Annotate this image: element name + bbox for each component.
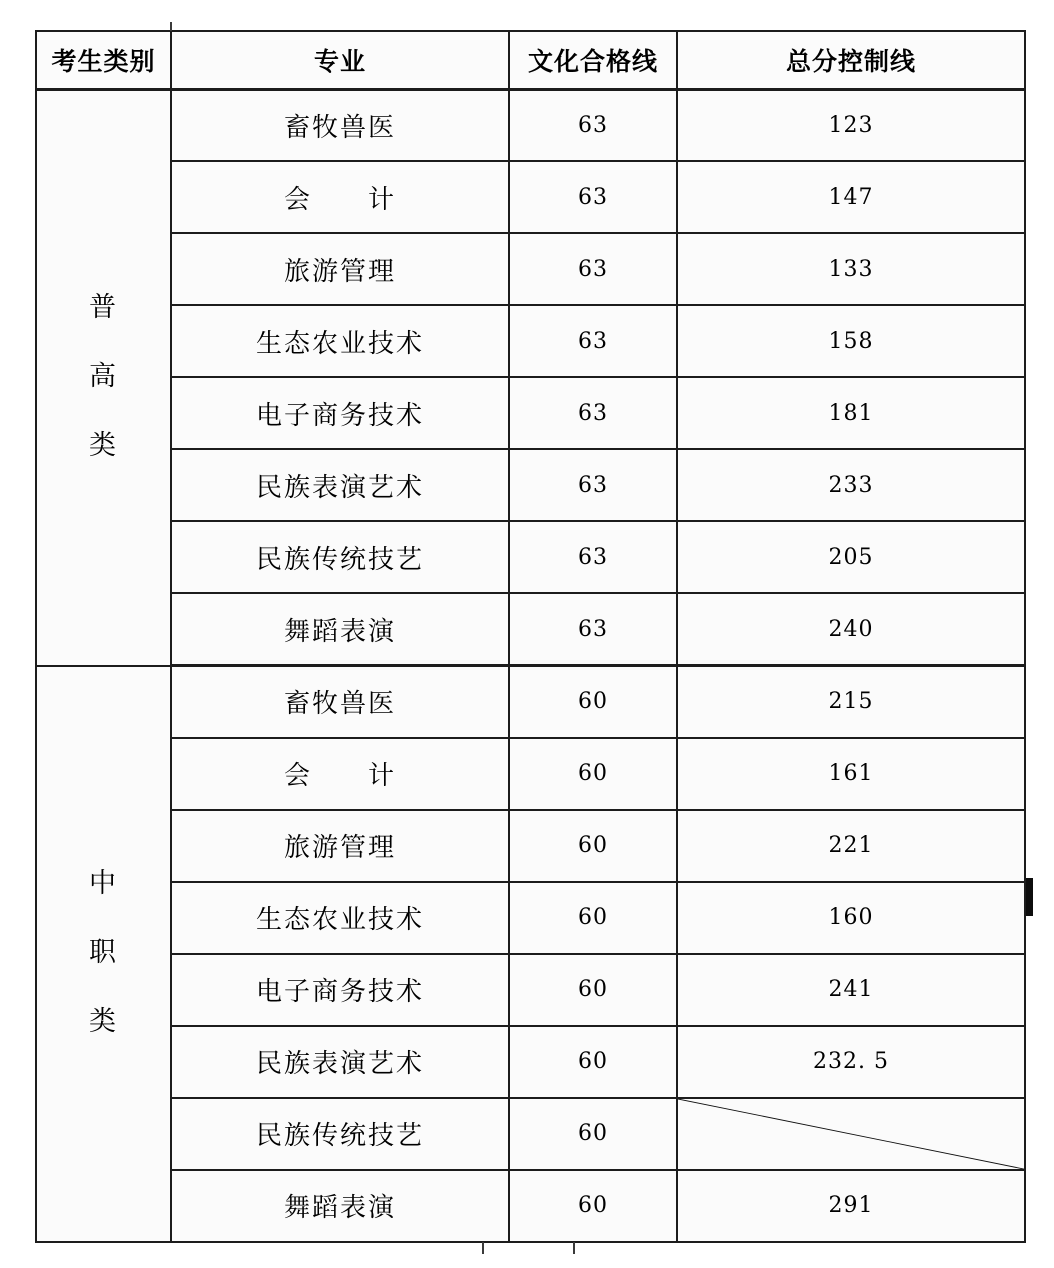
culture-line-cell: 60 — [509, 738, 677, 810]
category-char: 类 — [89, 1006, 118, 1038]
table-row — [36, 666, 1025, 738]
total-line-cell: 240 — [677, 593, 1025, 665]
major-cell: 舞蹈表演 — [171, 1170, 509, 1242]
table-row — [36, 89, 1025, 161]
scan-artifact-tick-bottom-left — [482, 1242, 484, 1254]
culture-line-cell: 63 — [509, 377, 677, 449]
major-cell: 生态农业技术 — [171, 882, 509, 954]
table-row — [36, 233, 1025, 305]
total-line-cell: 291 — [677, 1170, 1025, 1242]
total-line-cell: 133 — [677, 233, 1025, 305]
category-char: 普 — [89, 292, 118, 324]
culture-line-cell: 60 — [509, 882, 677, 954]
table-row — [36, 738, 1025, 810]
table-row — [36, 1170, 1025, 1242]
table-row — [36, 1026, 1025, 1098]
column-header-culture-line: 文化合格线 — [509, 31, 677, 89]
major-cell: 舞蹈表演 — [171, 593, 509, 665]
table-row — [36, 161, 1025, 233]
table-row — [36, 449, 1025, 521]
score-table — [35, 30, 1026, 1243]
culture-line-cell: 63 — [509, 161, 677, 233]
diagonal-strike-icon — [678, 1099, 1024, 1169]
total-line-cell: 232. 5 — [677, 1026, 1025, 1098]
column-header-major: 专业 — [171, 31, 509, 89]
category-char: 高 — [89, 361, 118, 393]
culture-line-cell: 63 — [509, 449, 677, 521]
culture-line-cell: 60 — [509, 1170, 677, 1242]
total-line-cell: 221 — [677, 810, 1025, 882]
culture-line-cell: 63 — [509, 521, 677, 593]
table-row — [36, 954, 1025, 1026]
table-row — [36, 1098, 1025, 1170]
culture-line-cell: 63 — [509, 305, 677, 377]
major-cell: 民族表演艺术 — [171, 449, 509, 521]
table-row — [36, 521, 1025, 593]
category-char: 中 — [89, 868, 118, 900]
major-cell: 生态农业技术 — [171, 305, 509, 377]
major-cell: 民族传统技艺 — [171, 521, 509, 593]
total-line-cell: 181 — [677, 377, 1025, 449]
table-row — [36, 377, 1025, 449]
category-char: 职 — [89, 937, 118, 969]
table-row — [36, 810, 1025, 882]
table-row — [36, 593, 1025, 665]
major-cell: 畜牧兽医 — [171, 89, 509, 161]
major-cell: 民族传统技艺 — [171, 1098, 509, 1170]
culture-line-cell: 63 — [509, 233, 677, 305]
table-body — [36, 89, 1025, 1242]
total-line-cell: 161 — [677, 738, 1025, 810]
culture-line-cell: 60 — [509, 666, 677, 738]
major-cell: 畜牧兽医 — [171, 666, 509, 738]
scan-artifact-tick-right-margin — [1026, 878, 1033, 916]
total-line-cell: 205 — [677, 521, 1025, 593]
total-line-cell-struck — [677, 1098, 1025, 1170]
major-cell: 电子商务技术 — [171, 377, 509, 449]
total-line-cell: 160 — [677, 882, 1025, 954]
culture-line-cell: 60 — [509, 1098, 677, 1170]
table-row — [36, 305, 1025, 377]
column-header-category: 考生类别 — [36, 31, 171, 89]
column-header-total-line: 总分控制线 — [677, 31, 1025, 89]
culture-line-cell: 60 — [509, 1026, 677, 1098]
culture-line-cell: 63 — [509, 89, 677, 161]
culture-line-cell: 63 — [509, 593, 677, 665]
major-cell: 会 计 — [171, 738, 509, 810]
category-cell-group-0 — [36, 89, 171, 666]
total-line-cell: 215 — [677, 666, 1025, 738]
scan-artifact-tick-bottom-right — [573, 1242, 575, 1254]
major-cell: 会 计 — [171, 161, 509, 233]
category-cell-group-1 — [36, 666, 171, 1243]
major-cell: 电子商务技术 — [171, 954, 509, 1026]
total-line-cell: 158 — [677, 305, 1025, 377]
total-line-cell: 233 — [677, 449, 1025, 521]
major-cell: 民族表演艺术 — [171, 1026, 509, 1098]
culture-line-cell: 60 — [509, 954, 677, 1026]
score-table-container — [35, 30, 1024, 1243]
total-line-cell: 123 — [677, 89, 1025, 161]
culture-line-cell: 60 — [509, 810, 677, 882]
category-char: 类 — [89, 429, 118, 461]
major-cell: 旅游管理 — [171, 233, 509, 305]
table-header-row — [36, 31, 1025, 89]
scan-artifact-tick-top — [170, 22, 172, 31]
major-cell: 旅游管理 — [171, 810, 509, 882]
total-line-cell: 241 — [677, 954, 1025, 1026]
table-row — [36, 882, 1025, 954]
total-line-cell: 147 — [677, 161, 1025, 233]
